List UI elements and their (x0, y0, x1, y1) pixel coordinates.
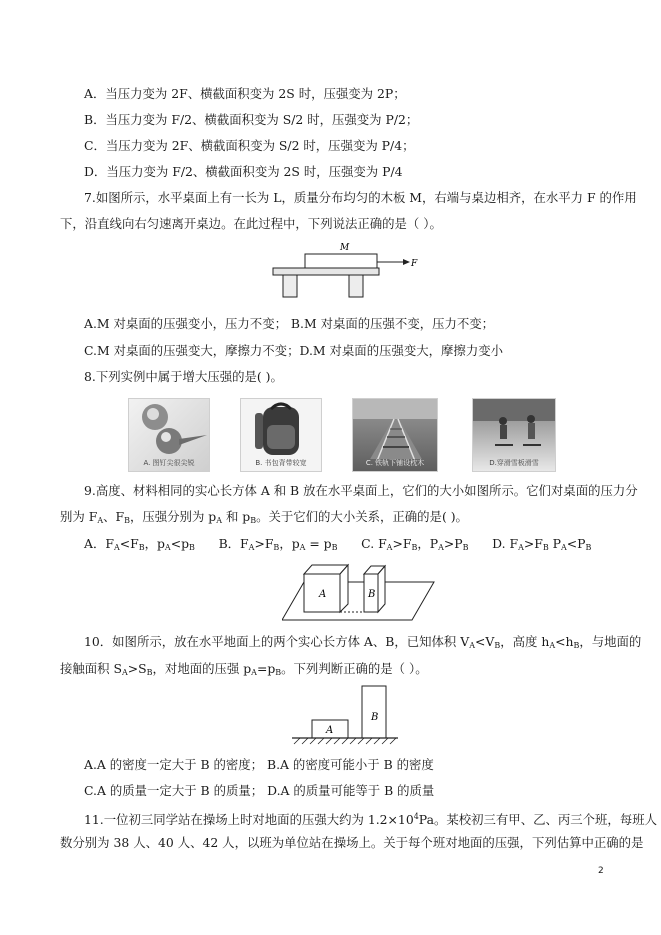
board-m (305, 254, 377, 268)
table-leg-right (349, 275, 363, 297)
page-number: 2 (598, 866, 604, 876)
q10-options-line1: A.A 的密度一定大于 B 的密度； B.A 的密度可能小于 B 的密度 (84, 757, 434, 772)
thumbtack-image (129, 399, 210, 459)
caption-b: B. 书包背带较宽 (255, 459, 307, 467)
caption-c: C. 铁轨下铺设枕木 (365, 459, 425, 467)
q6-option-a: A．当压力变为 2F、横截面积变为 2S 时，压强变为 2P； (84, 86, 406, 101)
backpack-image (241, 399, 322, 459)
table-leg-left (283, 275, 297, 297)
q6-option-d: D．当压力变为 F/2、横截面积变为 2S 时，压强变为 P/4 (84, 164, 403, 179)
q11-stem-line2: 数分别为 38 人、40 人、42 人，以班为单位站在操场上。关于每个班对地面的压强，下列估算中正确的是 (60, 835, 644, 850)
q7-options-line2: C.M 对桌面的压强变大，摩擦力不变；D.M 对桌面的压强变大，摩擦力变小 (84, 343, 503, 358)
q6-option-b: B．当压力变为 F/2、横截面积变为 S/2 时，压强变为 P/2； (84, 112, 419, 127)
q7-fig-label-f: F (411, 259, 418, 269)
caption-d: D.穿滑雪板滑雪 (489, 459, 539, 467)
ground-hatching (294, 738, 396, 744)
q9-stem-line1: 9.高度、材料相同的实心长方体 A 和 B 放在水平桌面上，它们的大小如图所示。它们对桌面的压力分 (84, 483, 638, 498)
photo-backpack (240, 398, 322, 472)
q9-fig-label-a: A (319, 589, 327, 600)
q7-fig-label-m: M (340, 243, 350, 253)
caption-a: A. 图钉尖很尖锐 (143, 459, 195, 467)
block-b-side (378, 566, 385, 612)
q10-stem-line1: 10．如图所示，放在水平地面上的两个实心长方体 A、B，已知体积 $V_A<V_B$，高度 $h_A<h_B$，与地面的 (84, 634, 642, 650)
q9-figure (282, 560, 442, 625)
photo-skiing (472, 398, 556, 472)
q11-stem-line1: 11.一位初三同学站在操场上时对地面的压强大约为 $1.2\times 10^4Pa$。某校初三有甲、乙、丙三个班，每班人 (84, 812, 657, 828)
q7-figure (265, 240, 425, 300)
q9-fig-label-b: B (368, 589, 376, 600)
q10-fig-label-a: A (326, 725, 334, 736)
q10-figure (288, 682, 403, 752)
q9-stem-line2: 别为 $F_A$、$F_B$，压强分别为 $p_A$ 和 $p_B$。关于它们的大小关系，正确的是( )。 (60, 509, 468, 525)
force-arrowhead (403, 259, 410, 265)
q10-stem-line2: 接触面积 $S_A>S_B$，对地面的压强 $p_A=p_B$。下列判断正确的是（ ）。 (60, 661, 428, 677)
q7-stem-line1: 7.如图所示，水平桌面上有一长为 L，质量分布均匀的木板 M，右端与桌边相齐，在水平力 F 的作用 (84, 190, 637, 205)
q7-stem-line2: 下，沿直线向右匀速离开桌边。在此过程中，下列说法正确的是（ ）。 (60, 216, 442, 231)
block-a-side (340, 565, 348, 612)
photo-thumbtacks (128, 398, 210, 472)
railway-image (353, 399, 438, 459)
q8-stem: 8.下列实例中属于增大压强的是( )。 (84, 369, 283, 384)
q10-options-line2: C.A 的质量一定大于 B 的质量； D.A 的质量可能等于 B 的质量 (84, 783, 435, 798)
photo-railway (352, 398, 438, 472)
q6-option-c: C．当压力变为 2F、横截面积变为 S/2 时，压强变为 P/4； (84, 138, 415, 153)
q7-options-line1: A.M 对桌面的压强变小，压力不变； B.M 对桌面的压强不变，压力不变； (84, 316, 495, 331)
skiing-image (473, 399, 556, 459)
q9-options: A．$F_A<F_B$，$p_A<p_B$ B．$F_A>F_B$，$p_A = p_B$ C. $F_A>F_B$，$P_A>P_B$ D. $F_A>F_B$ $P_A<P_B$ (84, 536, 592, 552)
table-top (273, 268, 379, 275)
q10-fig-label-b: B (371, 712, 379, 723)
